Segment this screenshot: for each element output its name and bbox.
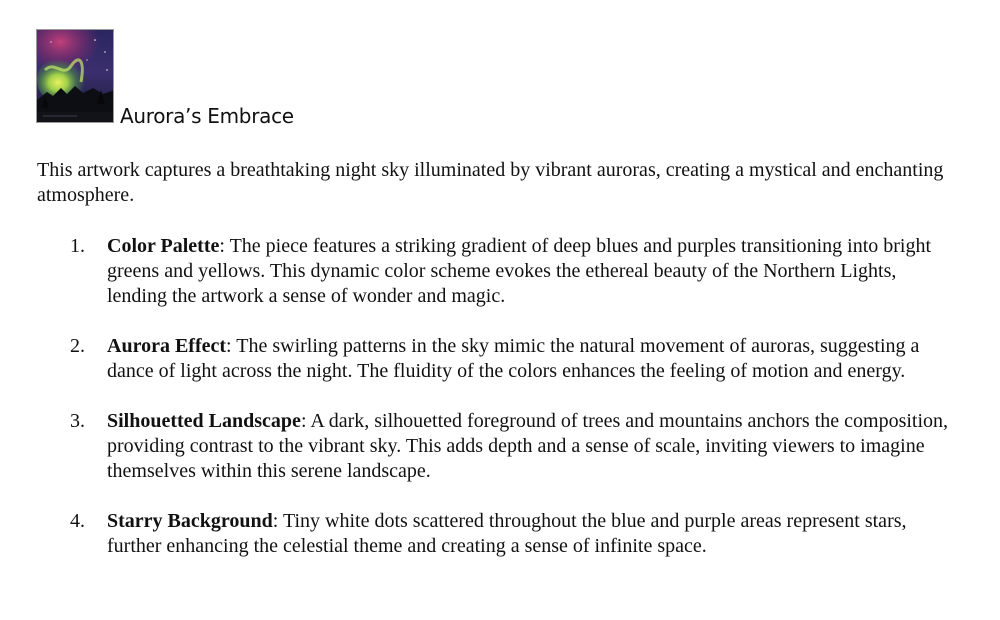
term-starry-background: Starry Background <box>107 510 273 532</box>
artwork-title: Aurora’s Embrace <box>120 104 294 128</box>
aurora-painting-thumbnail <box>36 29 114 123</box>
list-item <box>0 509 1000 559</box>
list-item-text: : The swirling patterns in the sky mimic the natural movement of auroras, suggesting a dance of light across the night. The fluidity of the colors enhances the feeling of motion and energy. <box>107 335 920 382</box>
list-item-text: : The piece features a striking gradient of deep blues and purples transitioning into bright greens and yellows. This dynamic color scheme evokes the ethereal beauty of the Northern Lights, lending the artwork a sense of wonder and magic. <box>107 235 932 307</box>
aurora-painting-image <box>37 30 114 123</box>
list-number: 3. <box>70 410 85 432</box>
list-item <box>0 409 1000 484</box>
list-number: 4. <box>70 510 85 532</box>
term-color-palette: Color Palette <box>107 235 220 257</box>
list-item-text: : A dark, silhouetted foreground of trees and mountains anchors the composition, providing contrast to the vibrant sky. This adds depth and a sense of scale, inviting viewers to imagine themselves within this serene landscape. <box>107 410 949 482</box>
list-item-text: : Tiny white dots scattered throughout the blue and purple areas represent stars, further enhancing the celestial theme and creating a sense of infinite space. <box>107 510 907 557</box>
term-aurora-effect: Aurora Effect <box>107 335 227 357</box>
list-number: 1. <box>70 235 85 257</box>
list-number: 2. <box>70 335 85 357</box>
intro-paragraph: This artwork captures a breathtaking night sky illuminated by vibrant auroras, creating a mystical and enchanting atmosphere. <box>37 159 944 206</box>
term-silhouetted-landscape: Silhouetted Landscape <box>107 410 301 432</box>
feature-list <box>0 234 1000 584</box>
list-item <box>0 234 1000 309</box>
list-item <box>0 334 1000 384</box>
